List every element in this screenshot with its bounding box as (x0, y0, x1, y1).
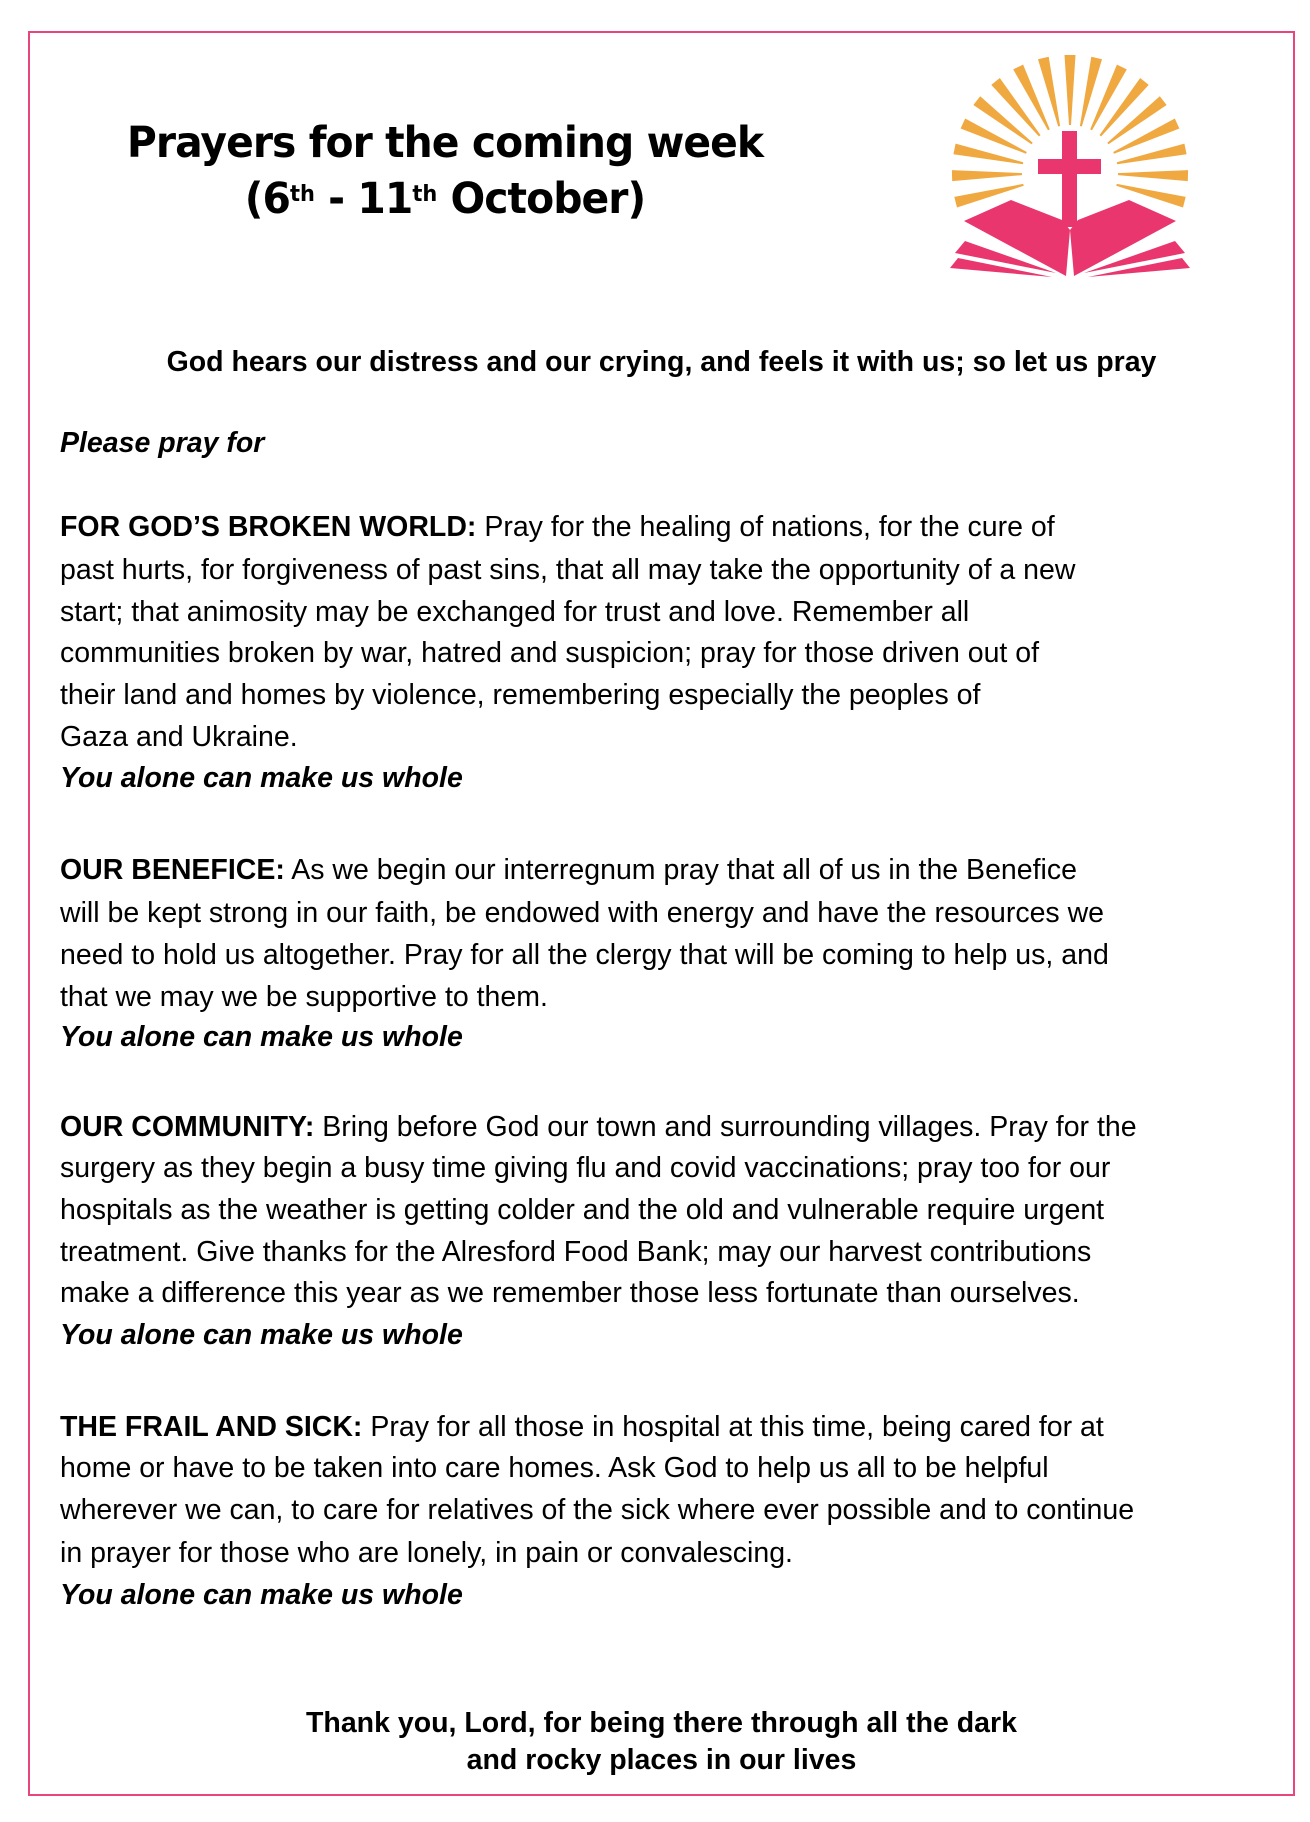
section-community-line-1 (60, 1106, 1137, 1148)
section-frail-line-1 (60, 1406, 1104, 1448)
sun-ray (952, 170, 1022, 181)
section-text: their land and homes by violence, remembering especially the peoples of (60, 679, 981, 711)
refrain: You alone can make us whole (60, 762, 463, 794)
section-text: need to hold us altogether. Pray for all the clergy that will be coming to help us, and (60, 939, 1109, 971)
section-text: Pray for the healing of nations, for the cure of (476, 511, 1055, 543)
sun-ray (991, 78, 1040, 136)
title-line-1: Prayers for the coming week (126, 118, 764, 168)
section-text: communities broken by war, hatred and suspicion; pray for those driven out of (60, 637, 1040, 669)
title-date-open: (6 (244, 174, 290, 224)
subtitle: God hears our distress and our crying, and feels it with us; so let us pray (166, 346, 1157, 378)
sun-ray (973, 96, 1032, 144)
section-text: Gaza and Ukraine. (60, 721, 298, 753)
section-text: Bring before God our town and surrounding villages. Pray for the (314, 1111, 1137, 1143)
refrain: You alone can make us whole (60, 1319, 463, 1351)
sun-ray (1107, 96, 1166, 144)
section-text: make a difference this year as we remember those less fortunate than ourselves. (60, 1277, 1080, 1309)
title-date-close: October) (437, 174, 646, 224)
page-title (79, 115, 811, 227)
section-text: in prayer for those who are lonely, in pain or convalescing. (60, 1537, 793, 1569)
section-text: that we may we be supportive to them. (60, 981, 548, 1013)
section-text: will be kept strong in our faith, be endowed with energy and have the resources we (60, 897, 1105, 929)
closing-line-2: and rocky places in our lives (466, 1744, 857, 1776)
section-text: home or have to be taken into care homes. Ask God to help us all to be helpful (60, 1452, 1049, 1484)
section-text: As we begin our interregnum pray that all of us in the Benefice (284, 854, 1077, 886)
section-text: hospitals as the weather is getting colder and the old and vulnerable require urgent (60, 1194, 1105, 1226)
closing-line-1: Thank you, Lord, for being there through all the dark (306, 1707, 1017, 1739)
refrain: You alone can make us whole (60, 1579, 463, 1611)
section-world-line-1 (60, 506, 1055, 548)
section-text: treatment. Give thanks for the Alresford Food Bank; may our harvest contributions (60, 1236, 1092, 1268)
sun-ray (1100, 78, 1149, 136)
title-line-2 (79, 171, 811, 227)
title-date-sup-1: th (289, 182, 315, 207)
title-date-mid: - 11 (314, 174, 413, 224)
section-text: surgery as they begin a busy time giving flu and covid vaccinations; pray too for our (60, 1152, 1111, 1184)
section-text: wherever we can, to care for relatives of the sick where ever possible and to continue (60, 1494, 1135, 1526)
cross-vertical (1062, 131, 1077, 227)
please-pray-for: Please pray for (60, 427, 265, 459)
section-heading: OUR BENEFICE: (60, 854, 285, 886)
section-heading: OUR COMMUNITY: (60, 1111, 315, 1143)
section-heading: FOR GOD’S BROKEN WORLD: (60, 511, 477, 543)
section-text: past hurts, for forgiveness of past sins, that all may take the opportunity of a new (60, 554, 1076, 586)
section-text: start; that animosity may be exchanged for trust and love. Remember all (60, 596, 970, 628)
sun-ray (1118, 170, 1188, 181)
section-heading: THE FRAIL AND SICK: (60, 1411, 363, 1443)
title-date-sup-2: th (412, 182, 438, 207)
cross-on-open-bible-with-rays-icon (940, 48, 1200, 280)
cross-horizontal (1038, 159, 1101, 174)
sun-ray (1065, 55, 1076, 125)
section-benefice-line-1 (60, 849, 1077, 891)
section-text: Pray for all those in hospital at this time, being cared for at (362, 1411, 1104, 1443)
refrain: You alone can make us whole (60, 1021, 463, 1053)
